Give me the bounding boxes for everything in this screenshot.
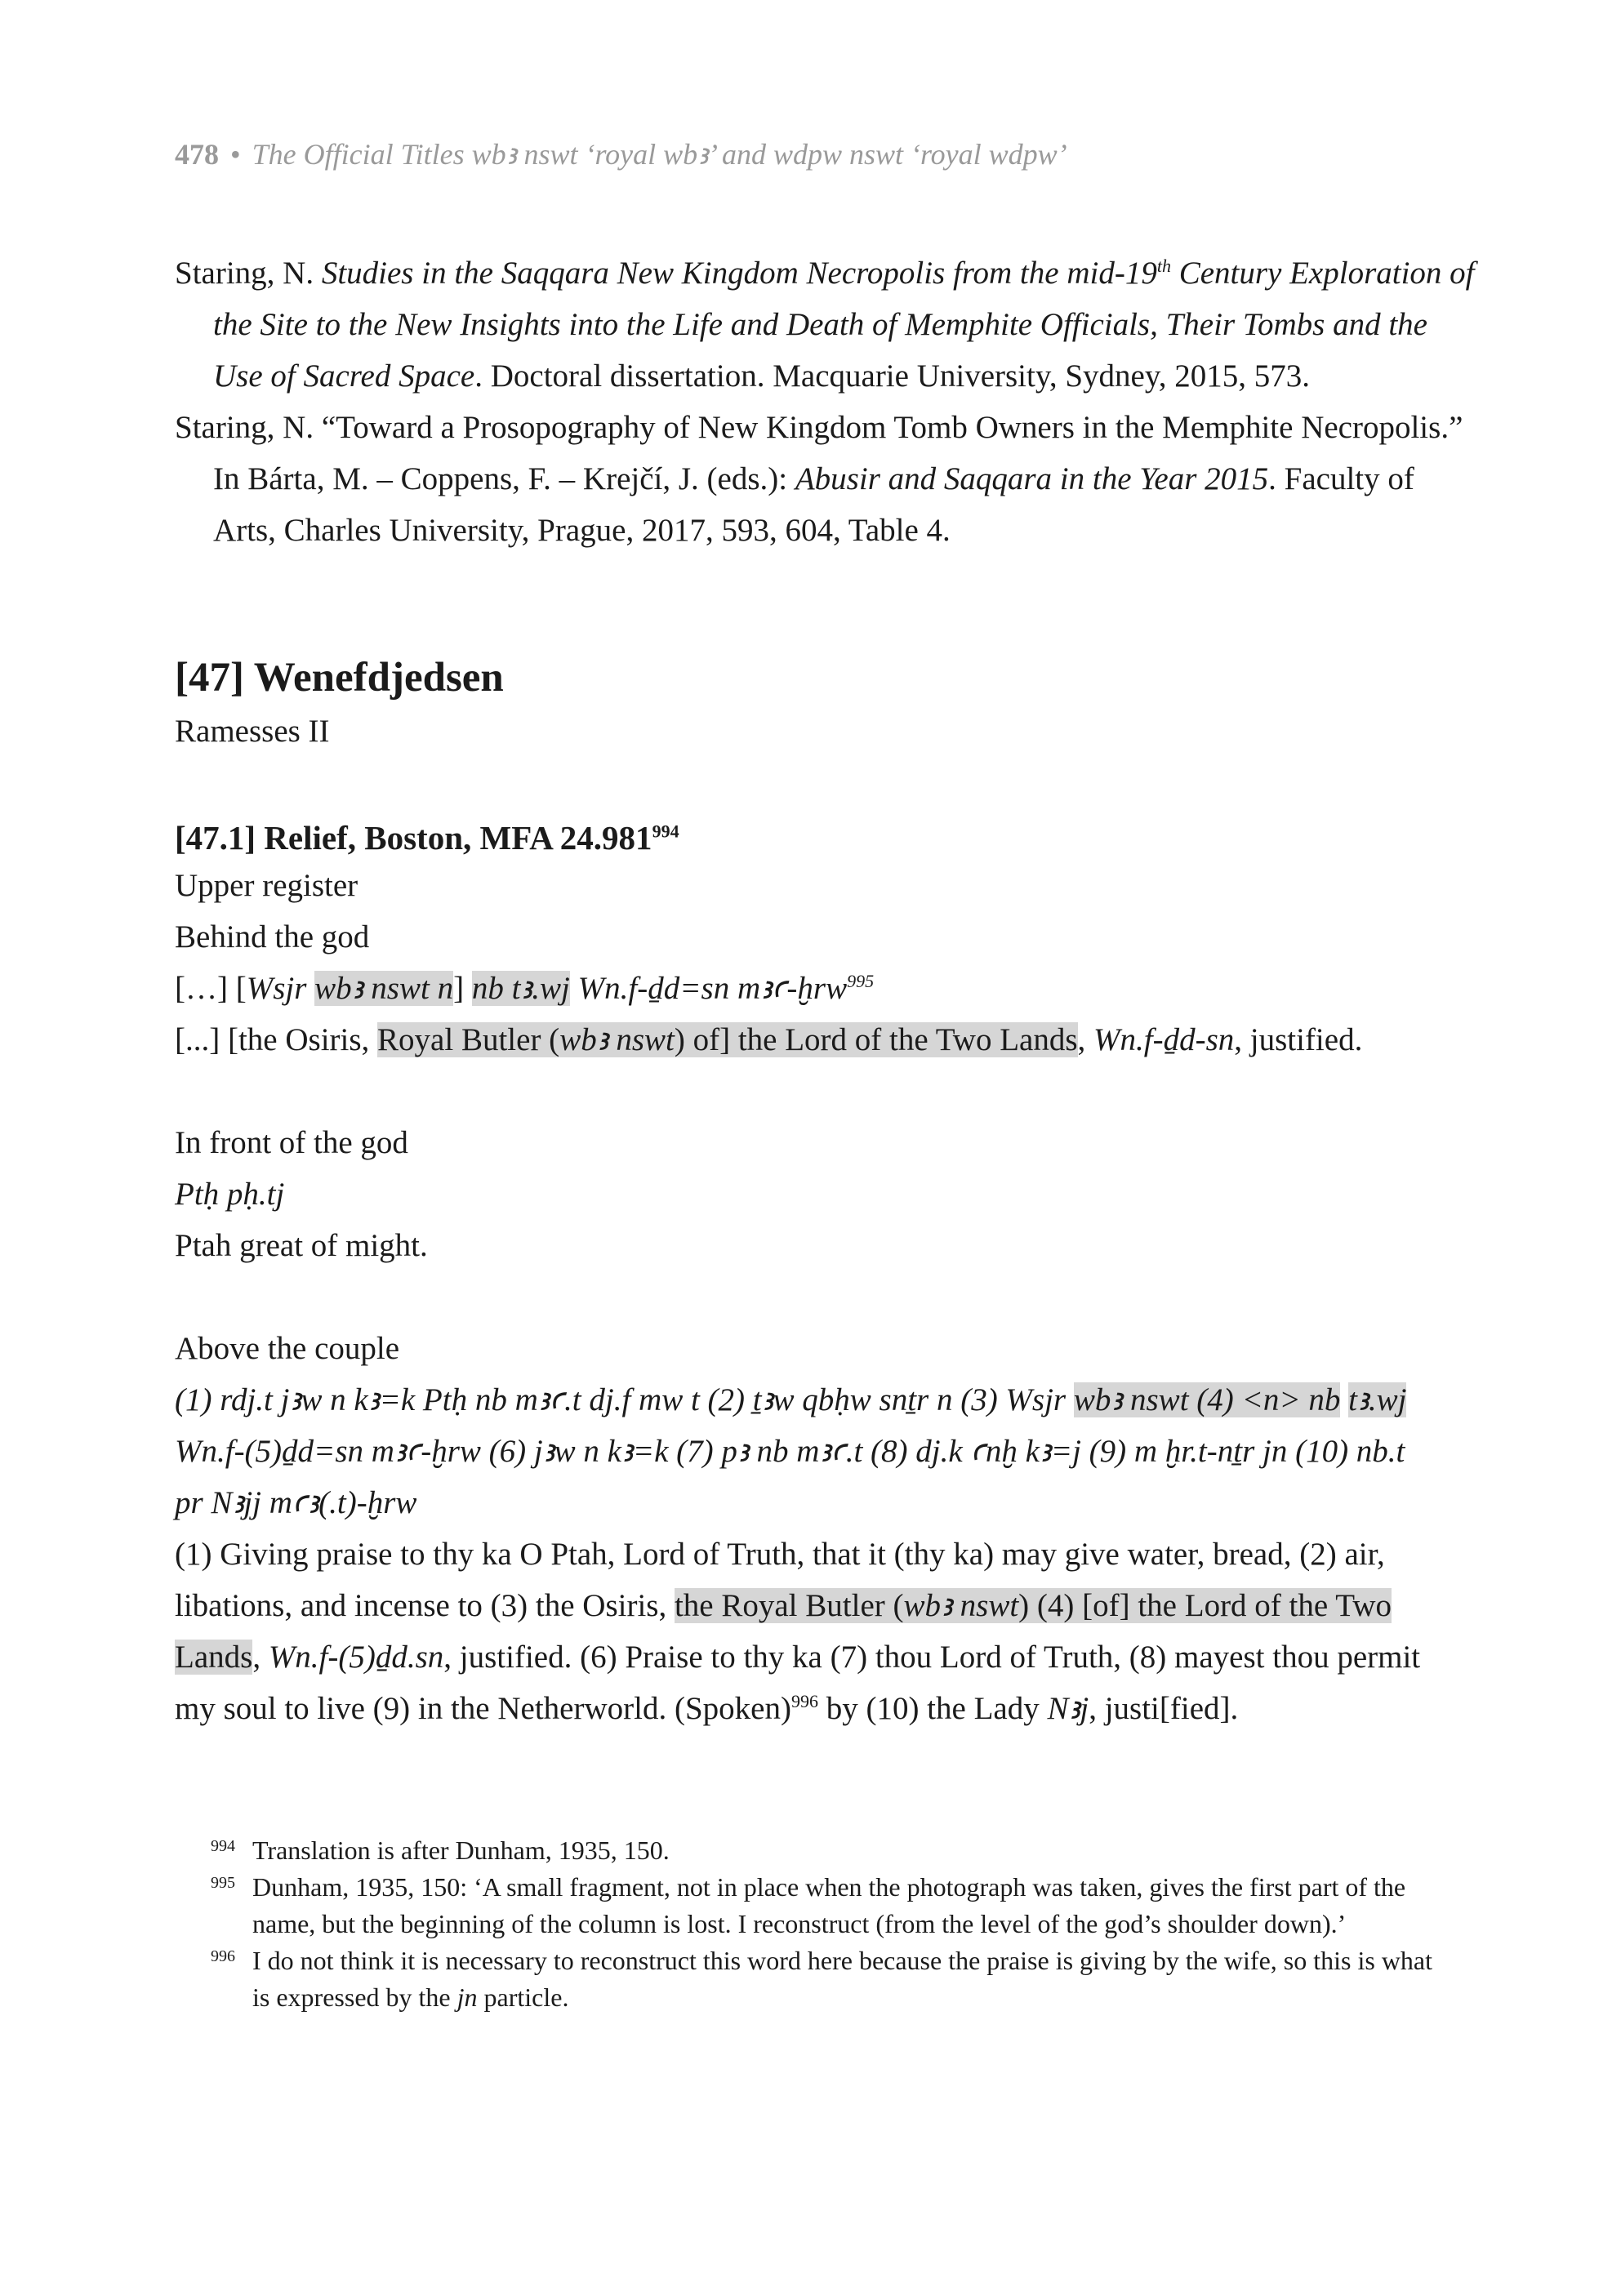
- translation-line: [...] [the Osiris, Royal Butler (wbꜣ nswt) of] the Lord of the Two Lands, Wn.f-ḏd-sn, justified.: [175, 1022, 1363, 1057]
- work-title: Studies in the Saqqara New Kingdom Necropolis from the mid-19th Century Exploration of the Site to the New Insights into the Life and Death of Memphite Officials, Their Tombs and the Use of Sacred Space: [213, 256, 1475, 394]
- bibliography-entry: Staring, N. “Toward a Prosopography of New Kingdom Tomb Owners in the Memphite Necropolis.” In Bárta, M. – Coppens, F. – Krejčí, J. (eds.): Abusir and Saqqara in the Year 2015. Faculty of Arts, Charles University, Prague, 2017, 593, 604, Table 4.: [175, 410, 1463, 548]
- footnote-ref: 996: [790, 1691, 818, 1711]
- work-title: Abusir and Saqqara in the Year 2015: [795, 461, 1269, 496]
- highlight: nb tꜣ.wj: [471, 971, 570, 1006]
- section-heading: [47] Wenefdjedsen: [175, 655, 504, 701]
- register-label: Upper register: [175, 868, 358, 903]
- footnote-number: 995: [211, 1874, 235, 1892]
- running-title: The Official Titles wbꜣ nswt ‘royal wbꜣ’ and wdpw nswt ‘royal wdpw’: [252, 138, 1067, 171]
- highlight: wbꜣ nswt n: [314, 971, 454, 1006]
- footnote-ref: 994: [652, 821, 679, 842]
- highlight: Royal Butler (wbꜣ nswt) of] the Lord of the Two Lands: [377, 1022, 1078, 1057]
- transliteration-line: […] [Wsjr wbꜣ nswt n] nb tꜣ.wj Wn.f-ḏd=sn mꜣꜥ-ḫrw$^{995}$: [175, 971, 875, 1006]
- footnote: 995 Dunham, 1935, 150: ‘A small fragment, not in place when the photograph was taken, gives the first part of the name, but the beginning of the column is lost. I reconstruct (from the level of the god’s shoulder down).’: [211, 1869, 1436, 1942]
- footnotes: [211, 1832, 1436, 2016]
- translation-block: (1) Giving praise to thy ka O Ptah, Lord of Truth, that it (thy ka) may give water, bread, (2) air, libations, and incense to (3) the Osiris, the Royal Butler (wbꜣ nswt) (4) [of] the Lord of the Two Lands, Wn.f-(5)ḏd.sn, justified. (6) Praise to thy ka (7) thou Lord of Truth, (8) mayest thou permit my soul to live (9) in the Netherworld. (Spoken)$^{996}$ by (10) the Lady Nꜣj, justi[fied].: [175, 1537, 1421, 1726]
- running-header: [175, 137, 1067, 171]
- highlight: tꜣ.wj: [1348, 1382, 1407, 1417]
- footnote: 994 Translation is after Dunham, 1935, 150.: [211, 1832, 1436, 1869]
- footnote: 996 I do not think it is necessary to reconstruct this word here because the praise is giving by the wife, so this is what is expressed by the jn particle.: [211, 1942, 1436, 2016]
- subsection-heading: [47.1] Relief, Boston, MFA 24.981$^{994}$: [175, 819, 679, 857]
- position-label: In front of the god: [175, 1125, 408, 1160]
- reign-label: Ramesses II: [175, 714, 330, 749]
- position-label: Behind the god: [175, 919, 370, 954]
- translation-line: Ptah great of might.: [175, 1228, 428, 1263]
- bibliography-entry: Staring, N. Studies in the Saqqara New Kingdom Necropolis from the mid-19th Century Exploration of the Site to the New Insights into the Life and Death of Memphite Officials, Their Tombs and the Use of Sacred Space. Doctoral dissertation. Macquarie University, Sydney, 2015, 573.: [175, 256, 1475, 394]
- transliteration-block: (1) rdj.t jꜣw n kꜣ=k Ptḥ nb mꜣꜥ.t dj.f mw t (2) ṯꜣw qbḥw snṯr n (3) Wsjr wbꜣ nswt (4) <n> nb tꜣ.wj Wn.f-(5)ḏd=sn mꜣꜥ-ḫrw (6) jꜣw n kꜣ=k (7) pꜣ nb mꜣꜥ.t (8) dj.k ꜥnḫ kꜣ=j (9) m ḫr.t-nṯr jn (10) nb.t pr Nꜣjj mꜥꜣ(.t)-ḫrw: [175, 1382, 1407, 1520]
- footnote-ref: 995: [847, 971, 875, 991]
- footnote-number: 996: [211, 1947, 235, 1965]
- footnote-number: 994: [211, 1837, 235, 1855]
- transliteration-line: Ptḥ pḥ.tj: [175, 1177, 285, 1212]
- highlight: the Royal Butler (wbꜣ nswt) (4) [of] the Lord of the Two Lands: [175, 1588, 1392, 1675]
- highlight: wbꜣ nswt (4) <n> nb: [1073, 1382, 1341, 1417]
- position-label: Above the couple: [175, 1331, 400, 1366]
- header-separator: •: [230, 138, 241, 171]
- page-number: 478: [175, 138, 219, 171]
